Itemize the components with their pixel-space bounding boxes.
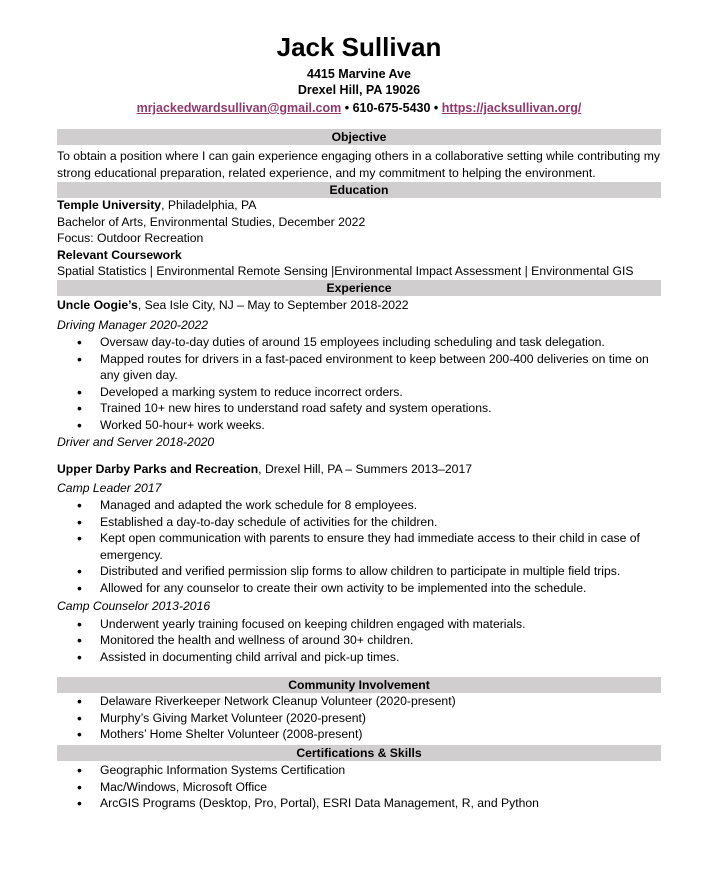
job-uncle-oogies	[57, 297, 661, 451]
website-link[interactable]: https://jacksullivan.org/	[441, 101, 582, 115]
list-item: • Monitored the health and wellness of around 30+ children.	[57, 632, 661, 649]
list-item: • Delaware Riverkeeper Network Cleanup Volunteer (2020-present)	[57, 693, 661, 710]
focus: Focus: Outdoor Recreation	[57, 231, 204, 245]
list-item: • Mac/Windows, Microsoft Office	[57, 779, 661, 796]
degree: Bachelor of Arts, Environmental Studies, December 2022	[57, 214, 366, 229]
email-link[interactable]: mrjackedwardsullivan@gmail.com	[136, 101, 342, 115]
list-item: • ArcGIS Programs (Desktop, Pro, Portal), ESRI Data Management, R, and Python	[57, 795, 661, 812]
list-item: • Underwent yearly training focused on keeping children engaged with materials.	[57, 616, 661, 633]
list-item: • Assisted in documenting child arrival and pick-up times.	[57, 649, 661, 666]
school-location: , Philadelphia, PA	[161, 198, 257, 212]
list-item: • Mapped routes for drivers in a fast-paced environment to keep between 200-400 deliveries on time on any given day.	[57, 351, 661, 384]
list-item: • Distributed and verified permission slip forms to allow children to participate in multiple field trips.	[57, 563, 661, 580]
role-title: Camp Leader 2017	[57, 480, 162, 495]
section-header-experience: Experience	[57, 280, 661, 296]
separator: •	[433, 101, 439, 115]
list-item: • Oversaw day-to-day duties of around 15 employees including scheduling and task delegation.	[57, 334, 661, 351]
role-title: Driving Manager 2020-2022	[57, 317, 209, 332]
section-header-community: Community Involvement	[57, 677, 661, 693]
list-item: • Established a day-to-day schedule of activities for the children.	[57, 514, 661, 531]
section-header-certifications: Certifications & Skills	[57, 745, 661, 761]
list-item: • Allowed for any counselor to create their own activity to be implemented into the schedule.	[57, 580, 661, 597]
list-item: • Geographic Information Systems Certification	[57, 762, 661, 779]
coursework-title: Relevant Coursework	[57, 247, 182, 262]
address-line-1: 4415 Marvine Ave	[307, 67, 411, 81]
role-title: Camp Counselor 2013-2016	[57, 599, 211, 613]
list-item: • Kept open communication with parents to ensure they had immediate access to their child in case of emergency.	[57, 530, 661, 563]
community-list	[57, 693, 661, 743]
section-header-objective: Objective	[57, 129, 661, 145]
school-name: Temple University	[57, 198, 162, 212]
candidate-name: Jack Sullivan	[276, 32, 442, 62]
employer: Upper Darby Parks and Recreation	[57, 462, 259, 476]
job-details: , Sea Isle City, NJ – May to September 2018-2022	[137, 298, 409, 312]
employer: Uncle Oogie’s	[57, 298, 138, 312]
separator: •	[344, 101, 350, 115]
job-upper-darby	[57, 461, 661, 665]
list-item: • Mothers’ Home Shelter Volunteer (2008-present)	[57, 726, 661, 743]
education-block	[57, 197, 661, 280]
objective-text: To obtain a position where I can gain experience engaging others in a collaborative setting while contributing my strong educational preparation, related experience, and my commitment to helping the environment.	[57, 149, 660, 180]
list-item: • Worked 50-hour+ work weeks.	[57, 417, 661, 434]
list-item: • Developed a marking system to reduce incorrect orders.	[57, 384, 661, 401]
contact-line	[57, 101, 661, 115]
coursework-list: Spatial Statistics | Environmental Remote Sensing |Environmental Impact Assessment | Environmental GIS	[57, 264, 634, 278]
section-header-education: Education	[57, 182, 661, 198]
list-item: • Managed and adapted the work schedule for 8 employees.	[57, 497, 661, 514]
phone: 610-675-5430	[352, 101, 431, 115]
role-title: Driver and Server 2018-2020	[57, 435, 215, 449]
certifications-list	[57, 762, 661, 812]
job-details: , Drexel Hill, PA – Summers 2013–2017	[258, 462, 473, 476]
address-line-2: Drexel Hill, PA 19026	[297, 83, 421, 97]
list-item: • Murphy’s Giving Market Volunteer (2020-present)	[57, 710, 661, 727]
list-item: • Trained 10+ new hires to understand road safety and system operations.	[57, 400, 661, 417]
